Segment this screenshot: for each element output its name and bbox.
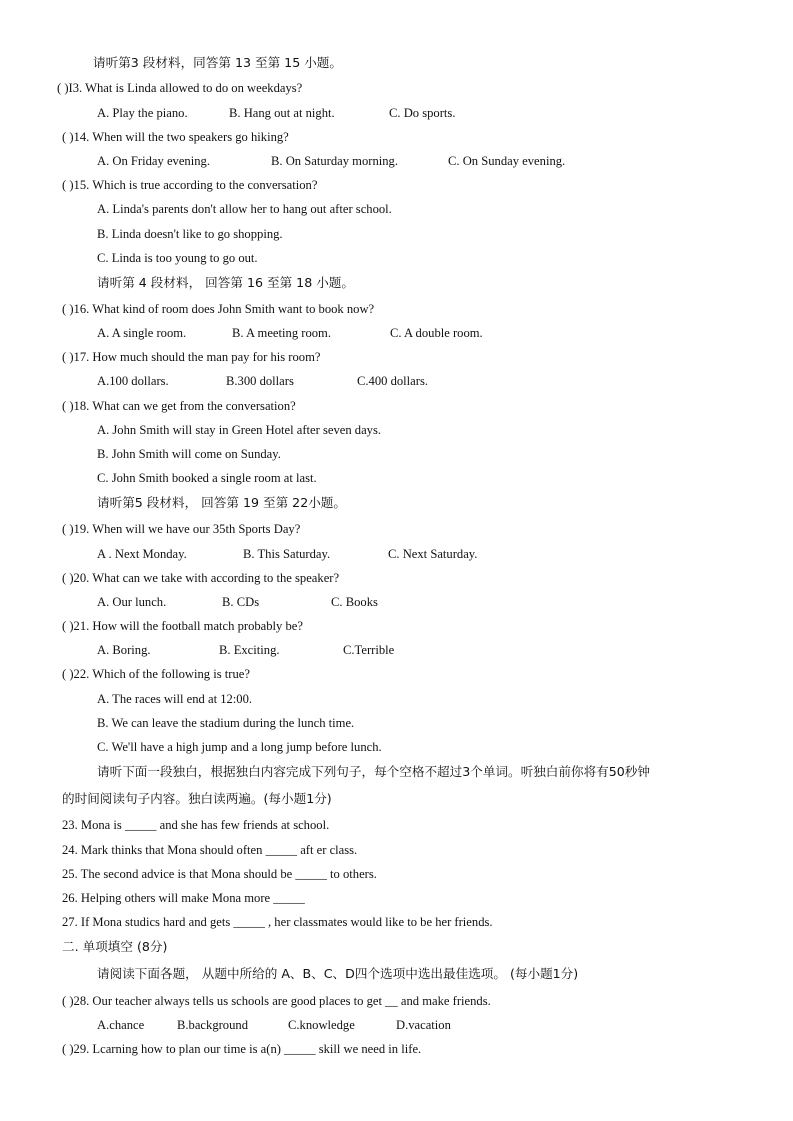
question-18-option-a: A. John Smith will stay in Green Hotel after seven days. [97,423,382,437]
question-25: 25. The second advice is that Mona should be _____ to others. [62,867,377,881]
question-14-option-a: A. On Friday evening. [97,154,210,168]
question-17-stem: ( )17. How much should the man pay for his room? [62,350,321,364]
question-19-stem: ( )19. When will we have our 35th Sports Day? [62,522,301,536]
question-19-option-c: C. Next Saturday. [388,547,478,561]
monologue-instruction-line2: 的时间阅读句子内容。独白读两遍。(每小题1分) [62,791,332,806]
question-20-stem: ( )20. What can we take with according to the speaker? [62,571,340,585]
question-27: 27. If Mona studics hard and gets _____ , her classmates would like to be her friends. [62,915,493,929]
question-19-option-b: B. This Saturday. [243,547,331,561]
question-22-stem: ( )22. Which of the following is true? [62,667,250,681]
question-21-option-a: A. Boring. [97,643,151,657]
question-20-option-a: A. Our lunch. [97,595,167,609]
question-14-option-c: C. On Sunday evening. [448,154,566,168]
question-28-stem: ( )28. Our teacher always tells us schools are good places to get __ and make friends. [62,994,491,1008]
question-20-option-b: B. CDs [222,595,260,609]
question-15-option-a: A. Linda's parents don't allow her to hang out after school. [97,202,392,216]
question-13-option-a: A. Play the piano. [97,106,188,120]
section3-instruction: 请听第3 段材料，同答第 13 至第 15 小题。 [93,55,342,70]
question-17-option-c: C.400 dollars. [357,374,429,388]
question-16-option-b: B. A meeting room. [232,326,331,340]
question-22-option-b: B. We can leave the stadium during the lunch time. [97,716,355,730]
part2-instruction: 请阅读下面各题， 从题中所给的 A、B、C、D四个选项中选出最佳选项。 (每小题1分) [97,966,579,981]
question-22-option-c: C. We'll have a high jump and a long jump before lunch. [97,740,382,754]
question-15-option-b: B. Linda doesn't like to go shopping. [97,227,283,241]
question-20-option-c: C. Books [331,595,378,609]
question-15-option-c: C. Linda is too young to go out. [97,251,258,265]
question-16-option-a: A. A single room. [97,326,187,340]
question-18-option-b: B. John Smith will come on Sunday. [97,447,281,461]
question-28-option-a: A.chance [97,1018,145,1032]
question-18-option-c: C. John Smith booked a single room at last. [97,471,317,485]
part2-title: 二. 单项填空 (8分) [62,939,168,954]
question-15-stem: ( )15. Which is true according to the conversation? [62,178,318,192]
question-21-stem: ( )21. How will the football match probably be? [62,619,303,633]
question-14-stem: ( )14. When will the two speakers go hiking? [62,130,289,144]
question-16-option-c: C. A double room. [390,326,483,340]
question-23: 23. Mona is _____ and she has few friends at school. [62,818,330,832]
question-16-stem: ( )16. What kind of room does John Smith want to book now? [62,302,375,316]
question-13-stem: ( )I3. What is Linda allowed to do on weekdays? [57,81,303,95]
question-19-option-a: A . Next Monday. [97,547,187,561]
monologue-instruction-line1: 请听下面一段独白，根据独白内容完成下列句子，每个空格不超过3个单词。听独白前你将有50秒钟 [97,764,650,779]
question-13-option-b: B. Hang out at night. [229,106,335,120]
section4-instruction: 请听第 4 段材料， 回答第 16 至第 18 小题。 [97,275,354,290]
question-17-option-b: B.300 dollars [226,374,294,388]
question-26: 26. Helping others will make Mona more _____ [62,891,305,905]
question-18-stem: ( )18. What can we get from the conversation? [62,399,296,413]
question-28-option-b: B.background [177,1018,248,1032]
question-17-option-a: A.100 dollars. [97,374,169,388]
question-29: ( )29. Lcarning how to plan our time is a(n) _____ skill we need in life. [62,1042,422,1056]
question-22-option-a: A. The races will end at 12:00. [97,692,253,706]
question-21-option-c: C.Terrible [343,643,395,657]
question-14-option-b: B. On Saturday morning. [271,154,398,168]
question-28-option-d: D.vacation [396,1018,451,1032]
question-13-option-c: C. Do sports. [389,106,456,120]
question-24: 24. Mark thinks that Mona should often _____ aft er class. [62,843,358,857]
question-28-option-c: C.knowledge [288,1018,355,1032]
section5-instruction: 请听第5 段材料， 回答第 19 至第 22小题。 [97,495,346,510]
question-21-option-b: B. Exciting. [219,643,280,657]
